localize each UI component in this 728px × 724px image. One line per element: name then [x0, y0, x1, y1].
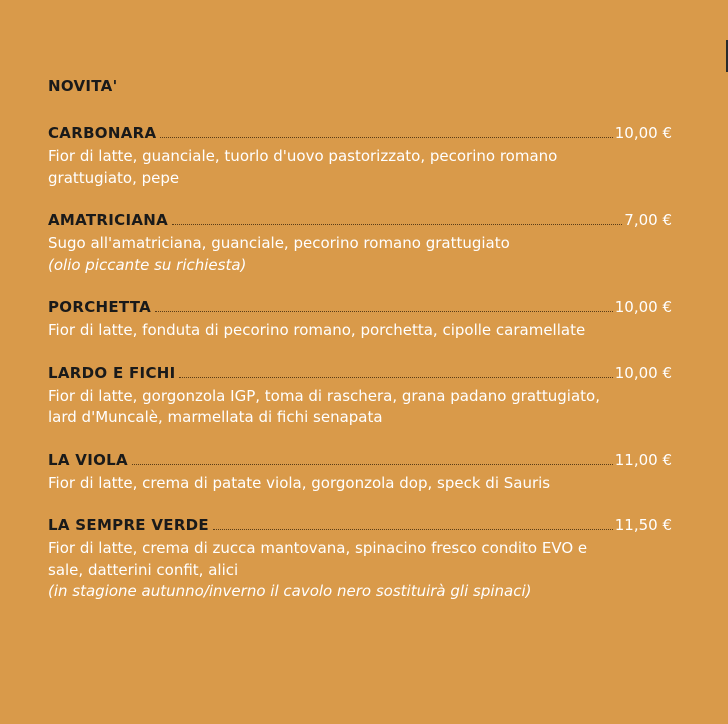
menu-item-header	[48, 516, 672, 538]
menu-item-name: PORCHETTA	[48, 298, 152, 316]
menu-item-header	[48, 364, 672, 386]
dot-leader	[179, 377, 612, 378]
menu-item-note: (in stagione autunno/inverno il cavolo nero sostituirà gli spinaci)	[48, 582, 532, 600]
dot-leader	[155, 311, 613, 312]
menu-item-name: LA VIOLA	[48, 450, 128, 469]
menu-item-price: 7,00 €	[624, 211, 672, 229]
menu-item-lardo-e-fichi	[48, 364, 672, 429]
menu-item-price: 10,00 €	[614, 363, 672, 382]
menu-item-description: Fior di latte, crema di zucca mantovana, spinacino fresco condito EVO e sale, datterini confit, alici	[48, 539, 588, 579]
dot-leader	[160, 137, 612, 138]
dot-leader	[213, 529, 613, 530]
menu-item-name: LARDO E FICHI	[48, 363, 176, 382]
dot-leader	[172, 224, 622, 225]
menu-item-price: 10,00 €	[614, 298, 672, 316]
menu-item-description: Sugo all'amatriciana, guanciale, pecorino romano grattugiato	[48, 234, 510, 252]
menu-item-description: Fior di latte, crema di patate viola, gorgonzola dop, speck di Sauris	[48, 473, 551, 492]
menu-item-name: CARBONARA	[48, 124, 157, 142]
dot-leader	[132, 464, 613, 465]
menu-item-name: LA SEMPRE VERDE	[48, 516, 209, 534]
menu-item-price: 11,50 €	[614, 516, 672, 534]
menu-item-description: Fior di latte, fonduta di pecorino romano, porchetta, cipolle caramellate	[48, 321, 586, 339]
menu-item-note: (olio piccante su richiesta)	[48, 255, 247, 274]
section-title: NOVITA'	[48, 77, 118, 95]
menu-item-porchetta	[48, 298, 672, 342]
menu-item-la-viola	[48, 451, 672, 495]
menu-item-amatriciana	[48, 211, 672, 276]
menu-item-header	[48, 298, 672, 320]
menu-item-description: Fior di latte, guanciale, tuorlo d'uovo pastorizzato, pecorino romano grattugiato, pepe	[48, 147, 558, 187]
menu-item-header	[48, 124, 672, 146]
menu-item-header	[48, 451, 672, 473]
menu-item-price: 11,00 €	[614, 450, 672, 469]
menu-item-la-sempre-verde	[48, 516, 672, 603]
menu-section	[48, 76, 672, 625]
menu-item-header	[48, 211, 672, 233]
menu-item-carbonara	[48, 124, 672, 189]
menu-item-description: Fior di latte, gorgonzola IGP, toma di raschera, grana padano grattugiato, lard d'Muncalè, marmellata di fichi senapata	[48, 386, 600, 426]
menu-item-name: AMATRICIANA	[48, 211, 169, 229]
menu-item-price: 10,00 €	[614, 124, 672, 142]
